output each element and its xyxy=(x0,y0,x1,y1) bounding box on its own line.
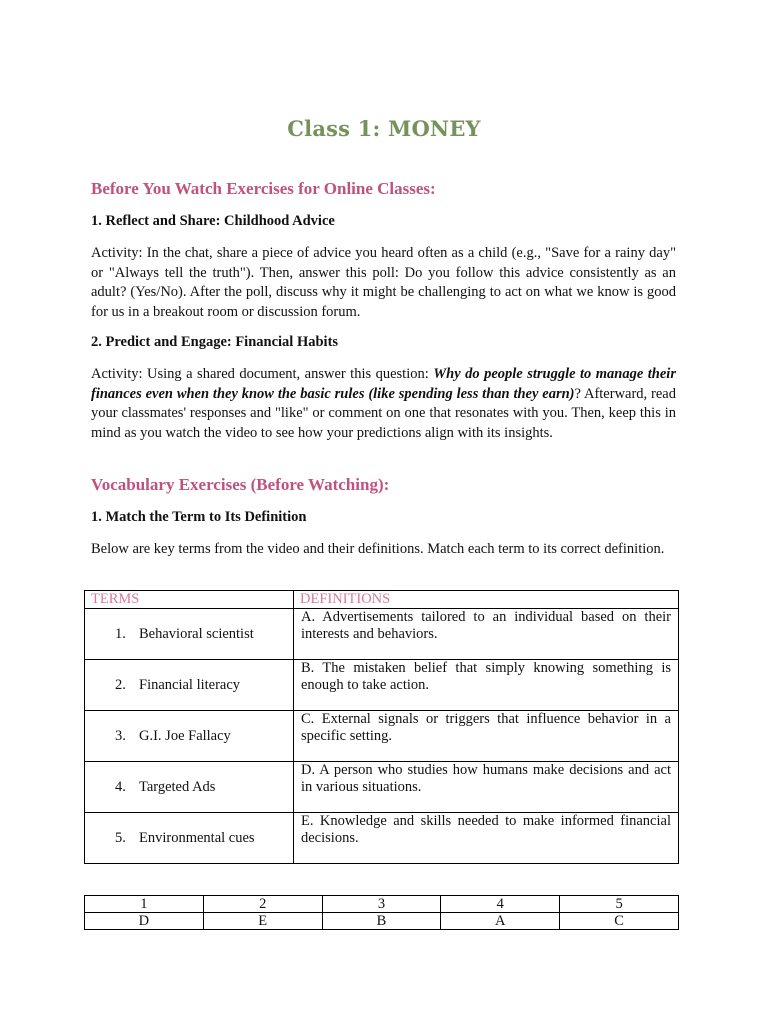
definition-cell: D. A person who studies how humans make decisions and act in various situations. xyxy=(294,762,679,813)
term-number: 4. xyxy=(115,778,126,795)
exercise-text-match-terms: Below are key terms from the video and their definitions. Match each term to its correct definition. xyxy=(91,541,665,557)
term-label: G.I. Joe Fallacy xyxy=(139,727,231,744)
table-row xyxy=(85,813,679,864)
answer-number: 3 xyxy=(322,896,441,913)
term-cell xyxy=(85,762,294,813)
page-title: Class 1: MONEY xyxy=(287,116,481,141)
answer-number: 2 xyxy=(203,896,322,913)
term-number: 3. xyxy=(115,727,126,744)
definition-cell: A. Advertisements tailored to an individual based on their interests and behaviors. xyxy=(294,609,679,660)
definition-cell: B. The mistaken belief that simply knowing something is enough to take action. xyxy=(294,660,679,711)
definitions-column-header: DEFINITIONS xyxy=(294,591,679,609)
answer-number-row xyxy=(85,896,679,913)
term-label: Environmental cues xyxy=(139,829,255,846)
exercise-heading-reflect-share: 1. Reflect and Share: Childhood Advice xyxy=(91,213,335,229)
table-row xyxy=(85,609,679,660)
term-number: 2. xyxy=(115,676,126,693)
answer-key-table xyxy=(84,895,679,930)
term-cell xyxy=(85,660,294,711)
answer-number: 1 xyxy=(85,896,204,913)
terms-definitions-table xyxy=(84,590,679,864)
table-header-row xyxy=(85,591,679,609)
term-label: Targeted Ads xyxy=(139,778,216,795)
term-cell xyxy=(85,609,294,660)
term-cell xyxy=(85,813,294,864)
exercise-text-predict-engage xyxy=(91,365,676,443)
answer-number: 5 xyxy=(560,896,679,913)
term-cell xyxy=(85,711,294,762)
predict-text-after: ? Afterward, read your classmates' responses and "like" or comment on one that resonates with you. Then, keep this in mind as you watch the video to see how your predictions align with its insights. xyxy=(91,385,676,441)
answer-letter: E xyxy=(203,913,322,930)
term-label: Financial literacy xyxy=(139,676,241,693)
answer-letter: B xyxy=(322,913,441,930)
term-number: 5. xyxy=(115,829,126,846)
term-number: 1. xyxy=(115,625,126,642)
answer-letter: C xyxy=(560,913,679,930)
exercise-heading-match-terms: 1. Match the Term to Its Definition xyxy=(91,509,307,525)
answer-letter-row xyxy=(85,913,679,930)
table-row xyxy=(85,711,679,762)
table-row xyxy=(85,762,679,813)
definition-cell: C. External signals or triggers that influence behavior in a specific setting. xyxy=(294,711,679,762)
exercise-heading-predict-engage: 2. Predict and Engage: Financial Habits xyxy=(91,334,339,350)
predict-text-intro: Activity: Using a shared document, answer this question: xyxy=(91,366,434,382)
terms-column-header: TERMS xyxy=(85,591,294,609)
table-row xyxy=(85,660,679,711)
answer-number: 4 xyxy=(441,896,560,913)
definition-cell: E. Knowledge and skills needed to make informed financial decisions. xyxy=(294,813,679,864)
section-heading-before-you-watch: Before You Watch Exercises for Online Classes: xyxy=(91,179,436,198)
predict-question: Why do people struggle to manage their finances even when they know the basic rules (like spending less than they earn) xyxy=(91,366,676,402)
exercise-text-reflect-share: Activity: In the chat, share a piece of advice you heard often as a child (e.g., "Save for a rainy day" or "Always tell the truth"). Then, answer this poll: Do you follow this advice consistently as an adult? (Yes/No). After the poll, discuss why it might be challenging to act on what we know is good for us in a breakout room or discussion forum. xyxy=(91,245,676,320)
answer-letter: A xyxy=(441,913,560,930)
term-label: Behavioral scientist xyxy=(139,625,254,642)
answer-letter: D xyxy=(85,913,204,930)
section-heading-vocabulary: Vocabulary Exercises (Before Watching): xyxy=(91,475,390,494)
